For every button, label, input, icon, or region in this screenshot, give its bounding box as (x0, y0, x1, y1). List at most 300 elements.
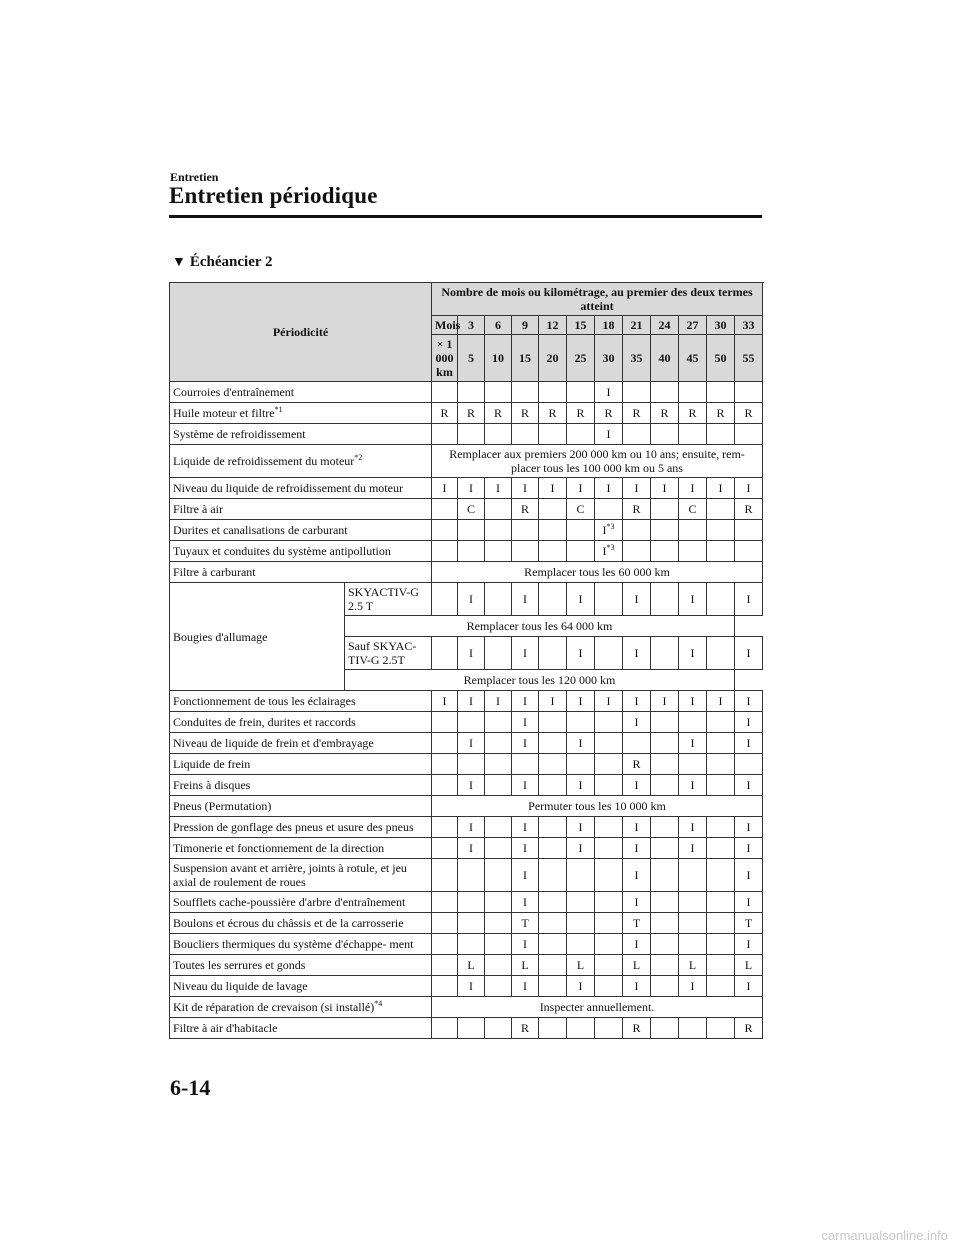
interval-value: L (744, 958, 753, 972)
interval-cell (623, 541, 651, 562)
item-label-text: Filtre à air d'habitacle (173, 1021, 278, 1035)
interval-cell (539, 691, 567, 712)
month-cell: 18 (595, 316, 623, 335)
interval-cell (707, 754, 735, 775)
interval-cell (623, 892, 651, 913)
footnote-ref: *3 (606, 543, 615, 552)
interval-cell (432, 754, 458, 775)
interval-cell (512, 859, 539, 892)
interval-cell (735, 934, 763, 955)
interval-cell (735, 637, 763, 670)
km-cell: 15 (512, 335, 539, 382)
interval-cell (485, 913, 512, 934)
table-row (170, 976, 763, 997)
km-cell: 50 (707, 335, 735, 382)
interval-value: I (690, 736, 695, 750)
km-cell: 55 (735, 335, 763, 382)
interval-cell (707, 541, 735, 562)
interval-cell (567, 754, 595, 775)
interval-cell (735, 976, 763, 997)
interval-cell (458, 955, 485, 976)
interval-cell (432, 955, 458, 976)
interval-value: I (602, 544, 607, 558)
interval-value: I (634, 646, 639, 660)
interval-value: I (469, 979, 473, 993)
interval-value: I (746, 694, 751, 708)
item-label-text: Freins à disques (173, 778, 251, 792)
km-cell: 45 (679, 335, 707, 382)
interval-value: I (690, 694, 695, 708)
interval-cell (707, 403, 735, 424)
interval-value: I (718, 694, 723, 708)
interval-cell (651, 520, 679, 541)
interval-value: R (632, 757, 641, 771)
header-row-caption (170, 283, 763, 316)
down-triangle-icon: ▼ (172, 255, 186, 270)
interval-cell (651, 892, 679, 913)
interval-cell (651, 691, 679, 712)
interval-cell (595, 712, 623, 733)
interval-cell (595, 754, 623, 775)
table-row (170, 997, 763, 1018)
interval-value: I (550, 694, 555, 708)
interval-cell (679, 520, 707, 541)
footnote-ref: *3 (606, 522, 615, 531)
interval-value: I (578, 646, 583, 660)
interval-cell (679, 637, 707, 670)
interval-cell (679, 934, 707, 955)
table-row (170, 796, 763, 817)
interval-cell (539, 976, 567, 997)
interval-value: I (634, 715, 639, 729)
interval-cell (512, 520, 539, 541)
interval-cell (512, 934, 539, 955)
interval-cell (567, 775, 595, 796)
interval-note: Remplacer tous les 120 000 km (345, 670, 735, 691)
interval-cell (512, 976, 539, 997)
interval-cell (485, 637, 512, 670)
interval-cell (539, 637, 567, 670)
interval-cell (567, 892, 595, 913)
interval-cell (458, 712, 485, 733)
item-label (170, 997, 432, 1018)
item-label (170, 499, 432, 520)
interval-value: I (523, 694, 527, 708)
interval-cell (485, 733, 512, 754)
interval-value: C (466, 502, 475, 516)
interval-cell (539, 478, 567, 499)
interval-cell (567, 424, 595, 445)
table-row (170, 754, 763, 775)
interval-cell (707, 976, 735, 997)
interval-cell (707, 424, 735, 445)
item-label (170, 754, 432, 775)
interval-cell (458, 499, 485, 520)
interval-cell (485, 817, 512, 838)
section-label: Entretien (170, 170, 219, 184)
interval-cell (485, 424, 512, 445)
interval-cell (595, 541, 623, 562)
interval-value: I (523, 979, 527, 993)
interval-cell (595, 838, 623, 859)
interval-value: R (744, 1021, 753, 1035)
interval-cell (512, 583, 539, 616)
interval-cell (679, 583, 707, 616)
interval-cell (679, 499, 707, 520)
item-label (170, 796, 432, 817)
table-row (170, 913, 763, 934)
interval-cell (458, 934, 485, 955)
interval-cell (735, 382, 763, 403)
interval-cell (595, 382, 623, 403)
interval-cell (707, 520, 735, 541)
interval-cell (567, 541, 595, 562)
interval-cell (679, 775, 707, 796)
interval-value: I (690, 646, 695, 660)
interval-cell (651, 913, 679, 934)
interval-cell (595, 1018, 623, 1039)
interval-value: R (632, 502, 641, 516)
interval-cell (623, 382, 651, 403)
interval-cell (679, 403, 707, 424)
interval-cell (707, 838, 735, 859)
interval-cell (679, 913, 707, 934)
interval-cell (595, 913, 623, 934)
interval-cell (432, 583, 458, 616)
interval-cell (458, 1018, 485, 1039)
interval-cell (735, 424, 763, 445)
table-row (170, 859, 763, 892)
page-number: 6-14 (170, 1075, 211, 1100)
item-label-text: Filtre à air (173, 502, 223, 516)
interval-cell (735, 892, 763, 913)
interval-cell (432, 775, 458, 796)
interval-cell (735, 1018, 763, 1039)
interval-cell (651, 955, 679, 976)
interval-cell (567, 520, 595, 541)
item-label (170, 712, 432, 733)
interval-value: I (746, 481, 751, 495)
interval-cell (458, 583, 485, 616)
interval-cell (485, 754, 512, 775)
interval-value: R (493, 406, 502, 420)
interval-cell (707, 817, 735, 838)
interval-value: C (576, 502, 585, 516)
interval-cell (432, 424, 458, 445)
interval-value: I (442, 694, 447, 708)
item-label-text: Huile moteur et filtre (173, 406, 275, 420)
interval-cell (623, 691, 651, 712)
interval-caption: Nombre de mois ou kilométrage, au premier des deux termes atteint (432, 283, 763, 316)
interval-cell (595, 955, 623, 976)
interval-cell (595, 499, 623, 520)
interval-value: I (746, 715, 751, 729)
interval-cell (707, 892, 735, 913)
interval-cell (679, 817, 707, 838)
item-label-text: Kit de réparation de crevaison (si installé) (173, 1000, 375, 1014)
km-cell: 20 (539, 335, 567, 382)
item-label-text: Timonerie et fonctionnement de la direction (173, 841, 385, 855)
interval-value: I (662, 694, 667, 708)
interval-value: I (746, 895, 751, 909)
interval-cell (512, 403, 539, 424)
interval-cell (432, 478, 458, 499)
interval-cell (679, 976, 707, 997)
interval-value: I (496, 481, 500, 495)
interval-cell (539, 754, 567, 775)
interval-cell (512, 913, 539, 934)
interval-cell (623, 712, 651, 733)
interval-cell (432, 382, 458, 403)
interval-cell (595, 817, 623, 838)
interval-cell (623, 520, 651, 541)
interval-value: L (632, 958, 641, 972)
month-cell: 27 (679, 316, 707, 335)
interval-cell (432, 976, 458, 997)
interval-value: I (523, 715, 527, 729)
interval-cell (707, 775, 735, 796)
interval-cell (567, 733, 595, 754)
interval-value: I (606, 481, 611, 495)
item-label (170, 478, 432, 499)
interval-cell (623, 733, 651, 754)
interval-cell (458, 913, 485, 934)
interval-cell (595, 691, 623, 712)
interval-value: I (634, 820, 639, 834)
interval-value: I (469, 481, 473, 495)
item-label-text: Liquide de refroidissement du moteur (173, 454, 355, 468)
interval-cell (679, 838, 707, 859)
interval-value: I (746, 778, 751, 792)
interval-value: I (550, 481, 555, 495)
interval-cell (485, 691, 512, 712)
interval-cell (623, 838, 651, 859)
interval-cell (512, 382, 539, 403)
interval-cell (595, 520, 623, 541)
interval-cell (485, 934, 512, 955)
interval-value: I (718, 481, 723, 495)
interval-cell (458, 733, 485, 754)
interval-cell (539, 583, 567, 616)
interval-value: I (469, 736, 473, 750)
item-label (170, 955, 432, 976)
interval-cell (623, 637, 651, 670)
item-label (170, 838, 432, 859)
table-row (170, 817, 763, 838)
table-row (170, 733, 763, 754)
interval-value: R (520, 1021, 529, 1035)
interval-value: I (746, 736, 751, 750)
interval-cell (512, 733, 539, 754)
item-label-text: Toutes les serrures et gonds (173, 958, 306, 972)
item-label (170, 976, 432, 997)
interval-cell (679, 1018, 707, 1039)
interval-cell (539, 382, 567, 403)
interval-cell (595, 637, 623, 670)
interval-cell (539, 934, 567, 955)
interval-note: Permuter tous les 10 000 km (432, 796, 763, 817)
interval-cell (432, 859, 458, 892)
interval-cell (512, 541, 539, 562)
interval-value: I (578, 778, 583, 792)
table-row (170, 838, 763, 859)
interval-cell (458, 403, 485, 424)
interval-value: I (496, 694, 500, 708)
interval-note: Inspecter annuellement. (432, 997, 763, 1018)
interval-cell (707, 955, 735, 976)
item-label (170, 520, 432, 541)
interval-value: I (523, 778, 527, 792)
item-label (170, 541, 432, 562)
interval-note: Remplacer tous les 64 000 km (345, 616, 735, 637)
interval-cell (623, 976, 651, 997)
interval-cell (567, 955, 595, 976)
interval-cell (432, 838, 458, 859)
month-cell: 24 (651, 316, 679, 335)
interval-value: I (690, 841, 695, 855)
interval-cell (707, 1018, 735, 1039)
interval-cell (539, 733, 567, 754)
interval-value: I (469, 841, 473, 855)
interval-cell (512, 712, 539, 733)
interval-cell (539, 499, 567, 520)
interval-cell (735, 478, 763, 499)
interval-cell (735, 583, 763, 616)
interval-value: I (523, 736, 527, 750)
periodicity-header: Périodicité (170, 283, 432, 382)
interval-value: I (602, 523, 607, 537)
footnote-ref: *2 (354, 453, 363, 462)
interval-value: I (578, 841, 583, 855)
interval-cell (651, 583, 679, 616)
interval-cell (539, 817, 567, 838)
interval-cell (485, 838, 512, 859)
interval-cell (595, 403, 623, 424)
maintenance-schedule-table (169, 282, 763, 1039)
interval-cell (458, 976, 485, 997)
item-label-text: Pression de gonflage des pneus et usure des pneus (173, 820, 414, 834)
interval-cell (567, 583, 595, 616)
interval-cell (539, 541, 567, 562)
interval-cell (485, 1018, 512, 1039)
item-label-text: Soufflets cache-poussière d'arbre d'entraînement (173, 895, 406, 909)
interval-cell (651, 838, 679, 859)
interval-value: R (632, 406, 641, 420)
interval-cell (623, 817, 651, 838)
table-row (170, 424, 763, 445)
interval-value: I (634, 979, 639, 993)
interval-value: I (469, 778, 473, 792)
interval-value: I (606, 385, 611, 399)
item-label-text: Niveau du liquide de refroidissement du moteur (173, 481, 403, 495)
item-label-text: Boulons et écrous du châssis et de la carrosserie (173, 916, 404, 930)
interval-cell (539, 775, 567, 796)
interval-cell (651, 541, 679, 562)
interval-value: I (523, 841, 527, 855)
interval-cell (707, 691, 735, 712)
interval-cell (567, 838, 595, 859)
interval-cell (458, 382, 485, 403)
interval-cell (623, 1018, 651, 1039)
table-row (170, 712, 763, 733)
interval-value: I (523, 646, 527, 660)
interval-cell (707, 478, 735, 499)
interval-cell (651, 1018, 679, 1039)
item-label-text: Fonctionnement de tous les éclairages (173, 694, 356, 708)
interval-cell (735, 691, 763, 712)
interval-cell (651, 775, 679, 796)
interval-cell (595, 892, 623, 913)
interval-cell (485, 859, 512, 892)
interval-cell (432, 934, 458, 955)
item-label (170, 817, 432, 838)
interval-value: I (606, 694, 611, 708)
page-title: Entretien périodique (169, 183, 378, 208)
interval-cell (432, 499, 458, 520)
table-row (170, 934, 763, 955)
interval-cell (567, 817, 595, 838)
interval-cell (567, 712, 595, 733)
interval-cell (432, 691, 458, 712)
interval-cell (707, 859, 735, 892)
table-row (170, 1018, 763, 1039)
interval-value: I (523, 592, 527, 606)
interval-cell (651, 424, 679, 445)
interval-cell (651, 403, 679, 424)
interval-value: I (578, 592, 583, 606)
interval-cell (432, 1018, 458, 1039)
table-row (170, 499, 763, 520)
item-label-text: Liquide de frein (173, 757, 251, 771)
interval-cell (432, 403, 458, 424)
interval-cell (458, 424, 485, 445)
interval-cell (512, 1018, 539, 1039)
interval-cell (651, 859, 679, 892)
item-label-text: Durites et canalisations de carburant (173, 523, 348, 537)
interval-cell (432, 733, 458, 754)
interval-cell (432, 541, 458, 562)
interval-value: R (466, 406, 475, 420)
interval-cell (735, 838, 763, 859)
interval-value: I (746, 592, 751, 606)
interval-cell (623, 859, 651, 892)
footnote-ref: *4 (374, 999, 383, 1008)
interval-cell (539, 859, 567, 892)
interval-cell (623, 775, 651, 796)
month-cell: 6 (485, 316, 512, 335)
interval-cell (707, 733, 735, 754)
interval-value: I (746, 979, 751, 993)
interval-cell (651, 382, 679, 403)
interval-cell (512, 754, 539, 775)
interval-value: R (440, 406, 449, 420)
interval-value: I (746, 868, 751, 882)
interval-value: R (744, 406, 753, 420)
engine-variant-label: SKYACTIV-G 2.5 T (345, 583, 432, 616)
interval-cell (679, 541, 707, 562)
interval-cell (458, 892, 485, 913)
interval-value: R (548, 406, 557, 420)
interval-value: I (746, 820, 751, 834)
months-label: Mois (432, 316, 458, 335)
interval-cell (651, 712, 679, 733)
item-label (170, 775, 432, 796)
interval-cell (623, 499, 651, 520)
item-label-text: Courroies d'entraînement (173, 385, 295, 399)
interval-cell (485, 712, 512, 733)
interval-cell (679, 892, 707, 913)
interval-cell (707, 934, 735, 955)
